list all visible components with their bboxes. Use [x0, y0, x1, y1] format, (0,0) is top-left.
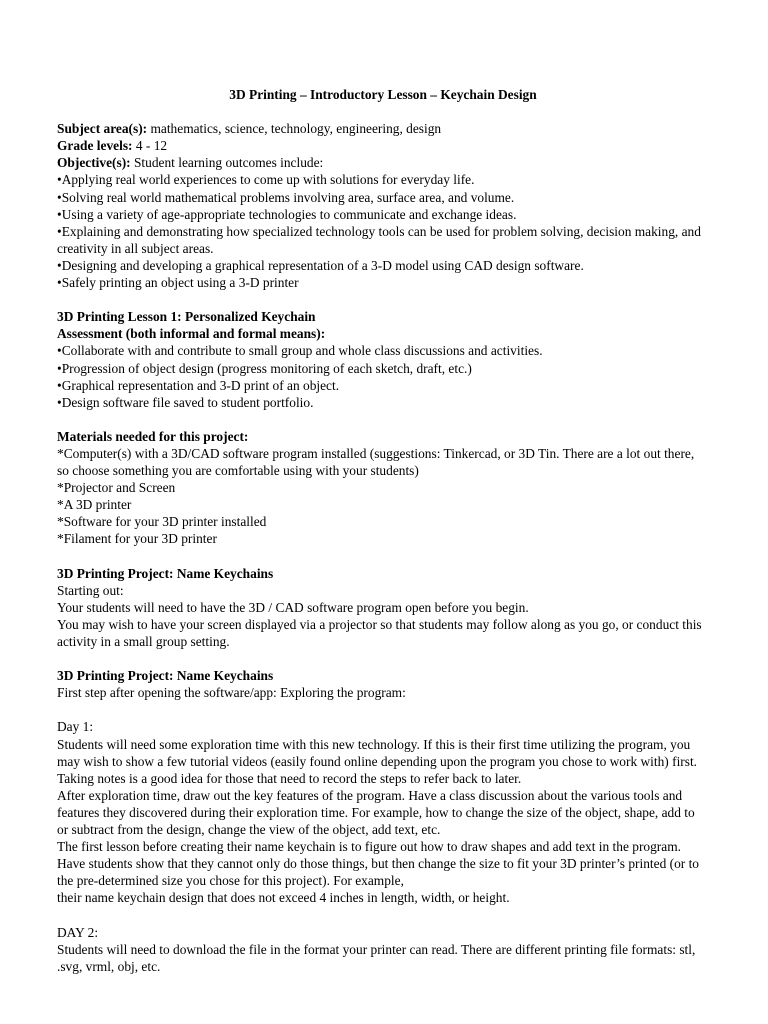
assessment-item: •Progression of object design (progress monitoring of each sketch, draft, etc.) [57, 360, 472, 376]
materials-item: *Projector and Screen [57, 480, 176, 496]
project-text: Starting out: [57, 582, 124, 598]
day1-paragraph: Students will need some exploration time with this new technology. If this is their first time utilizing the program, you may wish to show a few tutorial videos (easily found online depending upon the program you chose to work with) first. Taking notes is a good idea for those that need to record the steps to refer back to later. [57, 736, 698, 786]
materials-item: *Computer(s) with a 3D/CAD software program installed (suggestions: Tinkercad, or 3D Tin. There are a lot out there, so choose something you are comfortable using with your students) [57, 445, 695, 479]
project-text: Your students will need to have the 3D / CAD software program open before you begin. [57, 599, 529, 615]
subject-area-line [57, 120, 709, 137]
subject-area-value: mathematics, science, technology, engineering, design [147, 121, 442, 137]
grade-levels-label: Grade levels: [57, 138, 133, 154]
document-page [57, 86, 709, 975]
grade-levels-line [57, 137, 709, 154]
assessment-item: •Collaborate with and contribute to small group and whole class discussions and activities. [57, 343, 543, 359]
day1-label: Day 1: [57, 719, 94, 735]
objectives-label: Objective(s): [57, 155, 131, 171]
day2-label: DAY 2: [57, 924, 99, 940]
subject-area-label: Subject area(s): [57, 121, 148, 137]
project-text: You may wish to have your screen displayed via a projector so that students may follow along as you go, or conduct this activity in a small group setting. [57, 616, 702, 649]
project-heading: 3D Printing Project: Name Keychains [57, 668, 274, 684]
assessment-heading: Assessment (both informal and formal means): [57, 326, 326, 342]
day2-paragraph: Students will need to download the file in the format your printer can read. There are different printing file formats: stl, .svg, vrml, obj, etc. [57, 941, 696, 974]
assessment-item: •Graphical representation and 3-D print of an object. [57, 377, 340, 393]
spacer [57, 411, 709, 428]
objective-item: •Solving real world mathematical problems involving area, surface area, and volume. [57, 189, 515, 205]
spacer [57, 548, 709, 565]
objectives-line [57, 154, 709, 171]
day1-paragraph: their name keychain design that does not exceed 4 inches in length, width, or height. [57, 890, 510, 906]
spacer [57, 650, 709, 667]
assessment-item: •Design software file saved to student portfolio. [57, 394, 314, 410]
objective-item: •Using a variety of age-appropriate technologies to communicate and exchange ideas. [57, 206, 517, 222]
objectives-value: Student learning outcomes include: [130, 155, 324, 171]
spacer [57, 291, 709, 308]
first-step-text: First step after opening the software/app: Exploring the program: [57, 685, 406, 701]
objective-item: •Safely printing an object using a 3-D printer [57, 275, 299, 291]
objective-item: •Designing and developing a graphical representation of a 3-D model using CAD design software. [57, 257, 584, 273]
project-heading: 3D Printing Project: Name Keychains [57, 565, 274, 581]
grade-levels-value: 4 - 12 [132, 138, 168, 154]
day1-paragraph: After exploration time, draw out the key features of the program. Have a class discussion about the various tools and features they discovered during their exploration time. For example, how to change the size of the object, shape, add to or subtract from the design, change the view of the object, add text, etc. [57, 787, 695, 838]
objective-item: •Explaining and demonstrating how specialized technology tools can be used for problem solving, decision making, and creativity in all subject areas. [57, 223, 701, 256]
spacer [57, 907, 709, 924]
materials-item: *Filament for your 3D printer [57, 531, 217, 547]
day1-paragraph: The first lesson before creating their name keychain is to figure out how to draw shapes and add text in the program. Have students show that they cannot only do those things, but then change the size to fit your 3D printer’s printed (or to the pre-determined size you chose for this project). For example, [57, 839, 700, 889]
spacer [57, 701, 709, 718]
lesson1-heading: 3D Printing Lesson 1: Personalized Keychain [57, 309, 316, 325]
objective-item: •Applying real world experiences to come up with solutions for everyday life. [57, 172, 475, 188]
materials-item: *Software for your 3D printer installed [57, 514, 267, 530]
materials-item: *A 3D printer [57, 497, 132, 513]
document-title: 3D Printing – Introductory Lesson – Keychain Design [229, 87, 537, 102]
materials-heading: Materials needed for this project: [57, 428, 249, 444]
